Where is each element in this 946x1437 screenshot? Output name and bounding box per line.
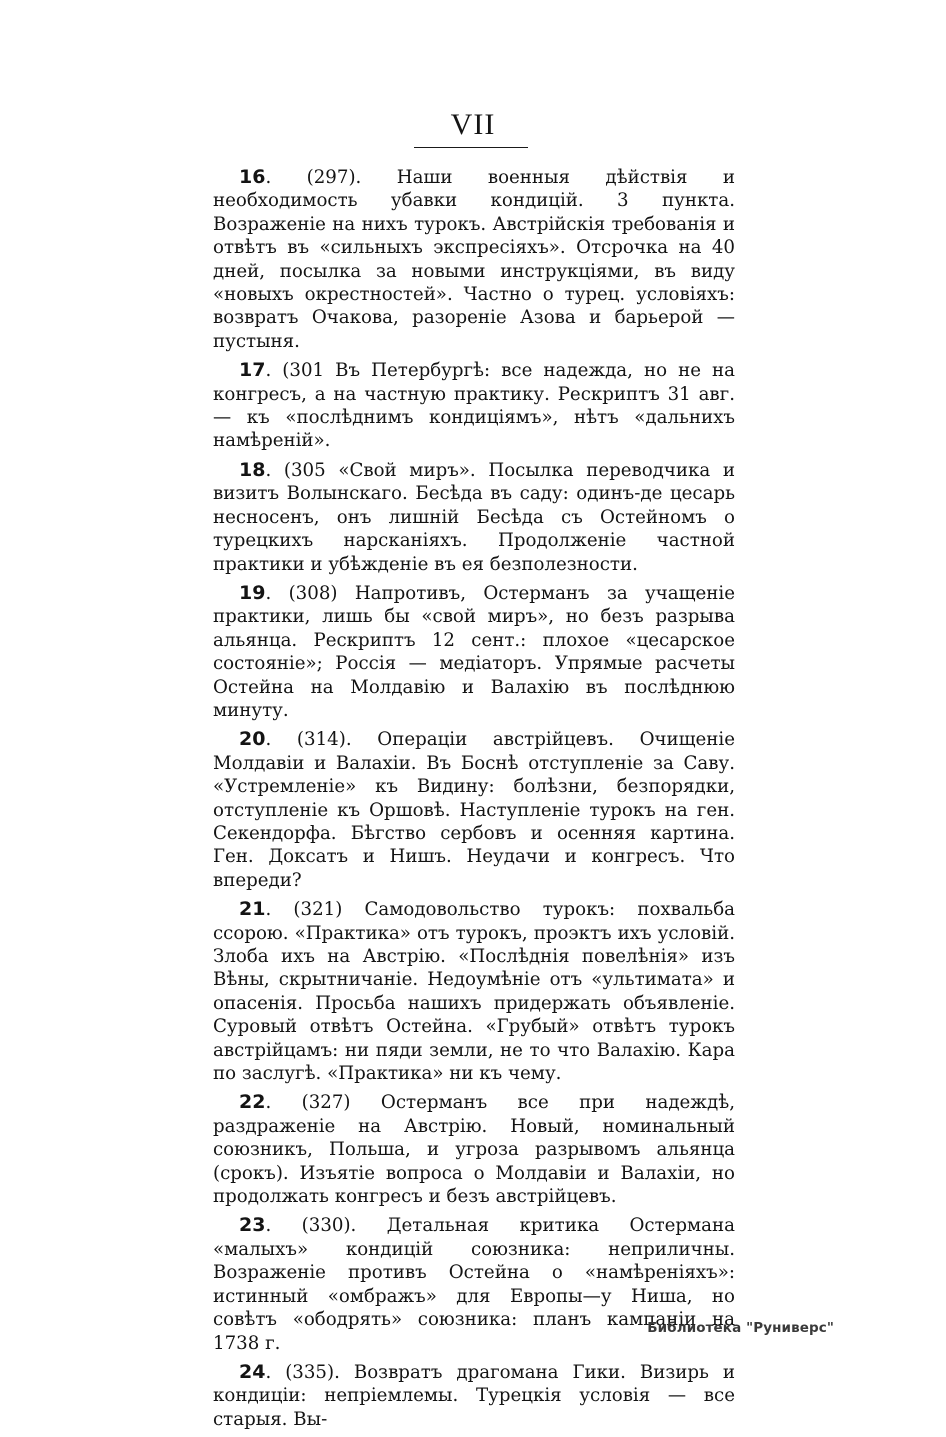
entry-text: . (335). Возвратъ драгомана Гики. Визирь и кондиціи: непріемлемы. Турецкія условія — все старыя. Вы- bbox=[213, 1361, 735, 1430]
header-rule bbox=[414, 147, 528, 148]
entry-number: 16 bbox=[239, 166, 266, 188]
entry-text: . (308) Напротивъ, Остерманъ за учащеніе практики, лишь бы «свой миръ», но безъ разрыва альянца. Рескриптъ 12 сент.: плохое «цесарское состояніе»; Россія — медіаторъ. Упрямые расчеты Остейна на Молдавію и Валахію въ послѣднюю минуту. bbox=[213, 582, 735, 721]
entry-22 bbox=[213, 1091, 735, 1208]
entry-21 bbox=[213, 898, 735, 1085]
entry-number: 19 bbox=[239, 581, 266, 604]
entry-number: 20 bbox=[239, 728, 266, 751]
entry-17 bbox=[213, 359, 735, 453]
entry-20 bbox=[213, 728, 735, 892]
body-text bbox=[213, 166, 735, 1437]
entry-text: . (314). Операціи австрійцевъ. Очищеніе Молдавіи и Валахіи. Въ Боснѣ отступленіе за Саву. «Устремленіе» къ Видину: болѣзни, безпорядки, отступленіе къ Оршовѣ. Наступленіе турокъ на ген. Секендорфа. Бѣгство сербовъ и осенняя картина. Ген. Доксатъ и Нишъ. Неудачи и конгресъ. Что впереди? bbox=[213, 729, 735, 891]
entry-number: 24 bbox=[239, 1360, 266, 1383]
page-header bbox=[0, 108, 946, 142]
library-watermark: Библиотека "Руниверс" bbox=[647, 1320, 834, 1336]
entry-number: 18 bbox=[239, 458, 266, 481]
entry-number: 23 bbox=[239, 1214, 266, 1237]
entry-number: 21 bbox=[239, 898, 266, 921]
entry-text: . (305 «Свой миръ». Посылка переводчика и визитъ Волынскаго. Бесѣда въ саду: одинъ-де цесарь несносенъ, онъ лишній Бесѣда съ Остейномъ о турецкихъ нарсканіяхъ. Продолженіе частной практики и убѣжденіе въ ея безполезности. bbox=[213, 459, 735, 575]
entry-18 bbox=[213, 459, 735, 576]
entry-text: . (321) Самодовольство турокъ: похвальба ссорою. «Практика» отъ турокъ, проэктъ ихъ условій. Злоба ихъ на Австрію. «Послѣднія повелѣнія» изъ Вѣны, скрытничаніе. Недоумѣніе отъ «ультимата» и опасенія. Просьба нашихъ придержать объявленіе. Суровый отвѣтъ Остейна. «Грубый» отвѣтъ турокъ австрійцамъ: ни пяди земли, не то что Валахію. Кара по заслугѣ. «Практика» ни къ чему. bbox=[213, 899, 735, 1085]
entry-19 bbox=[213, 582, 735, 722]
entry-number: 22 bbox=[239, 1091, 266, 1114]
entry-text: . (327) Остерманъ все при надеждѣ, раздраженіе на Австрію. Новый, номинальный союзникъ, Польша, и угроза разрывомъ альянца (срокъ). Изъятіе вопроса о Молдавіи и Валахіи, но продолжать конгресъ и безъ австрійцевъ. bbox=[213, 1092, 735, 1208]
entry-text: . (301 Въ Петербургѣ: все надежда, но не на конгресъ, а на частную практику. Рескриптъ 31 авг. — къ «послѣднимъ кондиціямъ», нѣтъ «дальнихъ намѣреній». bbox=[213, 360, 735, 452]
entry-text: . (297). Наши военныя дѣйствія и необходимость убавки кондицій. 3 пункта. Возраженіе на нихъ турокъ. Австрійскія требованія и отвѣтъ въ «сильныхъ экспресіяхъ». Отсрочка на 40 дней, посылка за новыми инструкціями, въ виду «новыхъ окрестностей». Частно о турец. условіяхъ: возвратъ Очакова, разореніе Азова и барьерой —пустыня. bbox=[213, 167, 735, 352]
entry-24 bbox=[213, 1361, 735, 1431]
page-number: VII bbox=[450, 108, 496, 141]
entry-number: 17 bbox=[239, 359, 266, 382]
entry-16 bbox=[213, 166, 735, 353]
entry-text: . (330). Детальная критика Остермана «малыхъ» кондицій союзника: неприличны. Возраженіе противъ Остейна о «намѣреніяхъ»: истинный «омбражъ» для Европы—у Ниша, но совѣтъ «ободрять» союзника: планъ кампаніи на 1738 г. bbox=[213, 1215, 735, 1354]
